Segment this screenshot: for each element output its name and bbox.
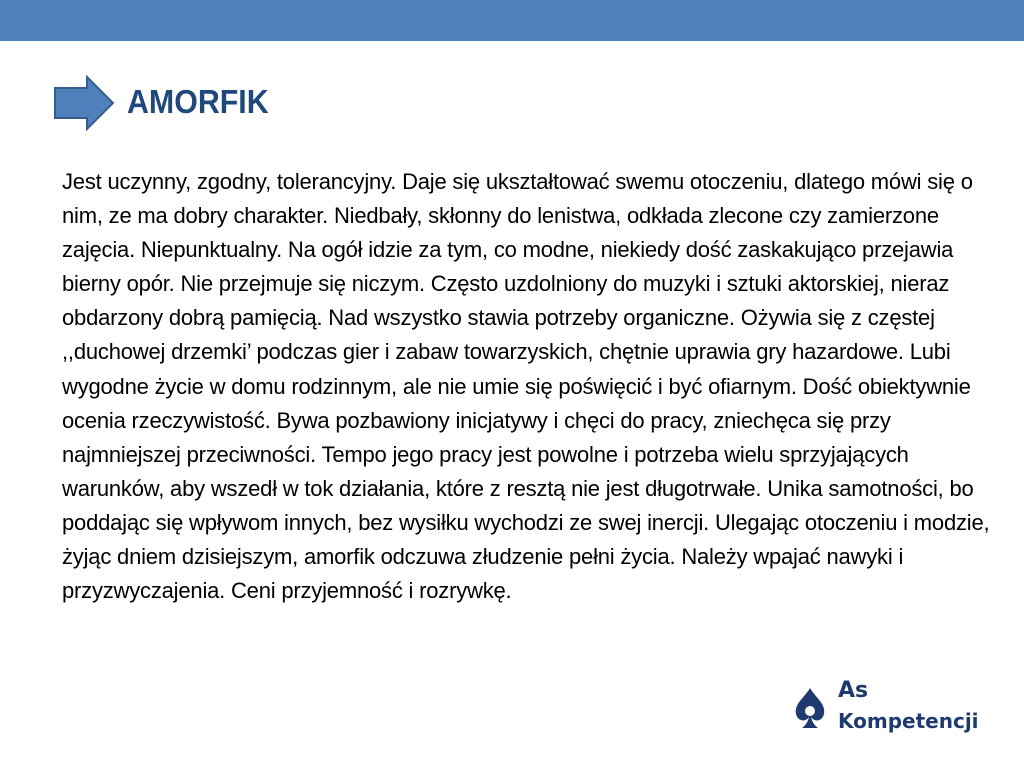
logo-text-kompetencji: Kompetencji bbox=[838, 709, 979, 733]
logo-text-as: As bbox=[838, 678, 869, 703]
top-band bbox=[0, 0, 1024, 41]
body-text: Jest uczynny, zgodny, tolerancyjny. Daje się ukształtować swemu otoczeniu, dlatego mówi się o nim, ze ma dobry charakter. Niedbały, skłonny do lenistwa, odkłada zlecone czy zamierzone zajęcia. Niepunktualny. Na ogół idzie za tym, co modne, niekiedy dość zaskakująco przejawia bierny opór. Nie przejmuje się niczym. Często uzdolniony do muzyki i sztuki aktorskiej, nieraz obdarzony dobrą pamięcią. Nad wszystko stawia potrzeby organiczne. Ożywia się z częstej ,,duchowej drzemki’ podczas gier i zabaw towarzyskich, chętnie uprawia gry hazardowe. Lubi wygodne życie w domu rodzinnym, ale nie umie się poświęcić i być ofiarnym. Dość obiektywnie ocenia rzeczywistość. Bywa pozbawiony inicjatywy i chęci do pracy, zniechęca się przy najmniejszej przeciwności. Tempo jego pracy jest powolne i potrzeba wielu sprzyjających warunków, aby wszedł w tok działania, które z resztą nie jest długotrwałe. Unika samotności, bo poddając się wpływom innych, bez wysiłku wychodzi ze swej inercji. Ulegając otoczeniu i modzie, żyjąc dniem dzisiejszym, amorfik odczuwa złudzenie pełni życia. Należy wpajać nawyki i przyzwyczajenia. Ceni przyjemność i rozrywkę. bbox=[62, 169, 990, 604]
as-kompetencji-logo bbox=[790, 676, 1000, 746]
spade-icon bbox=[790, 684, 830, 732]
slide-title: AMORFIK bbox=[127, 83, 269, 120]
right-arrow-icon bbox=[53, 75, 115, 131]
